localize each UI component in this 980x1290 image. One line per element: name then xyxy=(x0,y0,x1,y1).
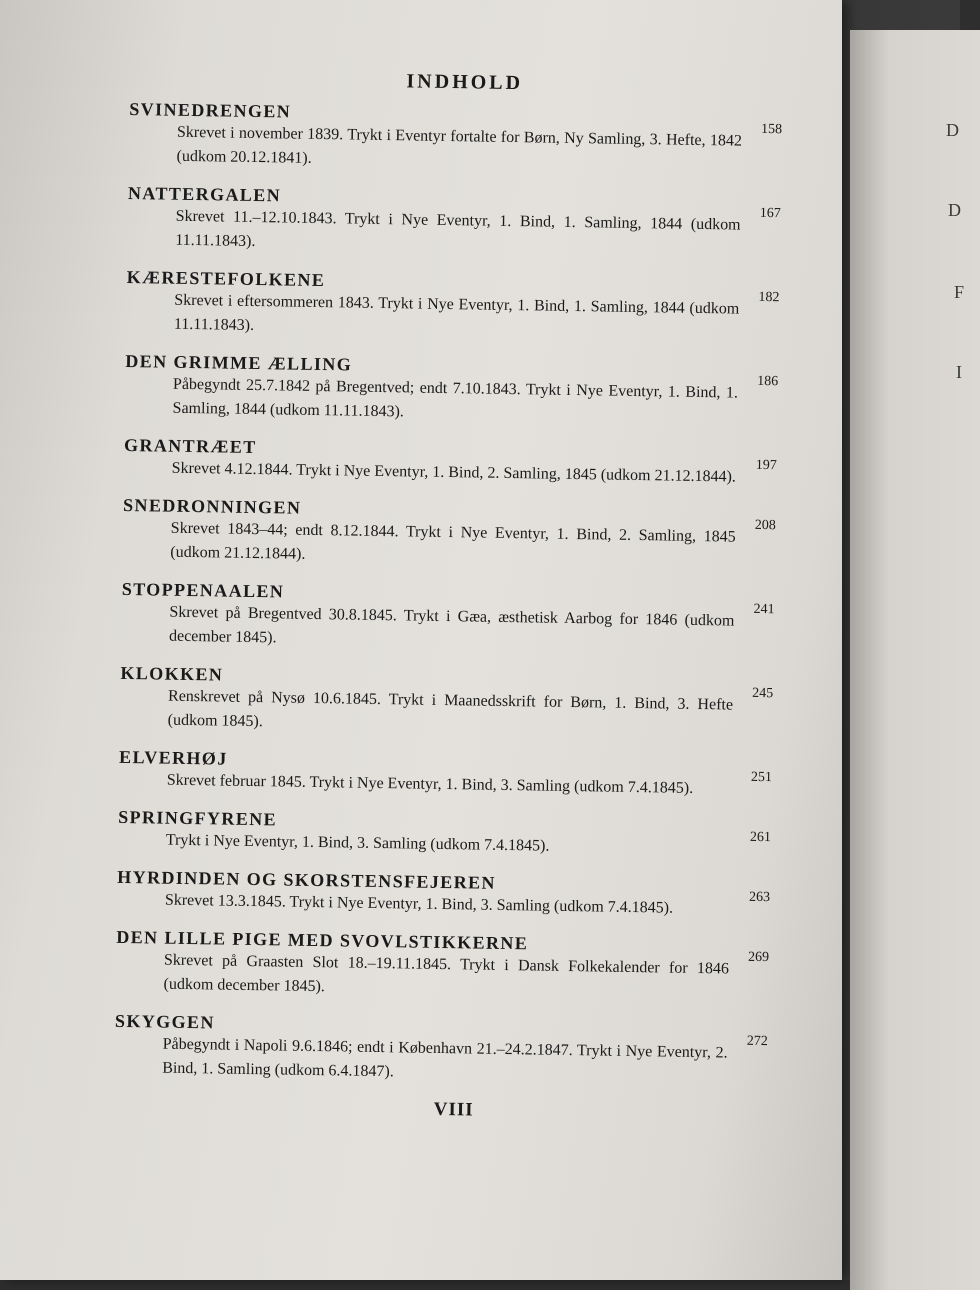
entry-description: Skrevet 13.3.1845. Trykt i Nye Eventyr, 1. Bind, 3. Samling (udkom 7.4.1845). xyxy=(164,891,674,917)
contents-text xyxy=(114,66,810,1127)
entry-description: Skrevet på Graasten Slot 18.–19.11.1845. Trykt i Dansk Folkekalender for 1846 (udkom december 1845). xyxy=(163,951,730,996)
entry-description: Skrevet i eftersommeren 1843. Trykt i Nye Eventyr, 1. Bind, 1. Samling, 1844 (udkom 11.11.1843). xyxy=(173,291,740,334)
entry-title: SPRINGFYRENE xyxy=(118,806,278,830)
entry-title: KÆRESTEFOLKENE xyxy=(126,266,326,291)
entry-title: SVINEDRENGEN xyxy=(129,98,292,122)
entry-description: Skrevet på Bregentved 30.8.1845. Trykt i Gæa, æsthetisk Aarbog for 1846 (udkom december 1845). xyxy=(168,603,735,647)
facing-page-letter: D xyxy=(946,120,959,140)
entry-page-number: 245 xyxy=(752,685,774,702)
entry-title: DEN LILLE PIGE MED SVOVLSTIKKERNE xyxy=(116,926,529,954)
entry-page-number: 197 xyxy=(755,457,777,474)
contents-entry xyxy=(127,182,808,263)
facing-page-letter: D xyxy=(948,200,961,220)
page-folio: VIII xyxy=(433,1098,474,1121)
entry-title: KLOKKEN xyxy=(120,662,224,685)
entry-title: STOPPENAALEN xyxy=(121,578,285,602)
entry-title: DEN GRIMME ÆLLING xyxy=(125,350,353,375)
contents-entry xyxy=(123,434,804,491)
contents-entry xyxy=(119,746,800,803)
entry-page-number: 208 xyxy=(754,517,776,534)
entry-page-number: 186 xyxy=(757,373,779,390)
facing-page-letter: F xyxy=(954,282,965,302)
entry-title: ELVERHØJ xyxy=(118,746,228,769)
entry-description: Skrevet 11.–12.10.1843. Trykt i Nye Eventyr, 1. Bind, 1. Samling, 1844 (udkom 11.11.1843). xyxy=(175,207,741,250)
entry-page-number: 269 xyxy=(747,949,770,966)
facing-page-edge xyxy=(850,30,980,1290)
entry-page-number: 261 xyxy=(749,829,772,846)
entry-page-number: 182 xyxy=(758,289,780,306)
running-head: INDHOLD xyxy=(406,70,524,95)
entry-description: Renskrevet på Nysø 10.6.1845. Trykt i Maanedsskrift for Børn, 1. Bind, 3. Hefte (udkom 1845). xyxy=(167,687,734,731)
entry-title: GRANTRÆET xyxy=(123,434,257,458)
contents-entry xyxy=(115,926,796,1007)
entry-title: NATTERGALEN xyxy=(127,182,282,206)
contents-entry xyxy=(124,350,805,431)
contents-entry xyxy=(120,662,801,743)
contents-list xyxy=(114,98,809,1091)
entry-description: Skrevet 1843–44; endt 8.12.1844. Trykt i Nye Eventyr, 1. Bind, 2. Samling, 1845 (udkom 21.12.1844). xyxy=(170,519,736,563)
entry-description: Skrevet februar 1845. Trykt i Nye Eventyr, 1. Bind, 3. Samling (udkom 7.4.1845). xyxy=(166,771,694,797)
entry-page-number: 241 xyxy=(753,601,775,618)
entry-title: SNEDRONNINGEN xyxy=(122,494,302,518)
entry-page-number: 251 xyxy=(750,769,773,786)
entry-description: Påbegyndt i Napoli 9.6.1846; endt i København 21.–24.2.1847. Trykt i Nye Eventyr, 2. Bind, 1. Samling (udkom 6.4.1847). xyxy=(162,1035,728,1081)
contents-entry xyxy=(118,806,799,863)
entry-description: Skrevet 4.12.1844. Trykt i Nye Eventyr, 1. Bind, 2. Samling, 1845 (udkom 21.12.1844). xyxy=(171,459,736,486)
entry-title: HYRDINDEN OG SKORSTENSFEJEREN xyxy=(117,866,497,893)
contents-entry xyxy=(117,866,798,923)
entry-page-number: 167 xyxy=(759,205,781,222)
entry-description: Skrevet i november 1839. Trykt i Eventyr fortalte for Børn, Ny Samling, 3. Hefte, 1842 (udkom 20.12.1841). xyxy=(176,123,743,167)
entry-page-number: 263 xyxy=(748,889,771,906)
entry-page-number: 158 xyxy=(760,121,783,138)
entry-description: Trykt i Nye Eventyr, 1. Bind, 3. Samling (udkom 7.4.1845). xyxy=(165,831,550,855)
entry-description: Påbegyndt 25.7.1842 på Bregentved; endt 7.10.1843. Trykt i Nye Eventyr, 1. Bind, 1. Samling, 1844 (udkom 11.11.1843). xyxy=(172,375,739,421)
facing-page-letter: I xyxy=(956,362,962,382)
contents-entry xyxy=(126,266,807,347)
contents-entry xyxy=(122,494,803,575)
contents-entry xyxy=(128,98,809,179)
entry-title: SKYGGEN xyxy=(114,1010,215,1033)
entry-page-number: 272 xyxy=(746,1033,768,1050)
contents-entry xyxy=(114,1010,795,1091)
contents-entry xyxy=(121,578,802,659)
